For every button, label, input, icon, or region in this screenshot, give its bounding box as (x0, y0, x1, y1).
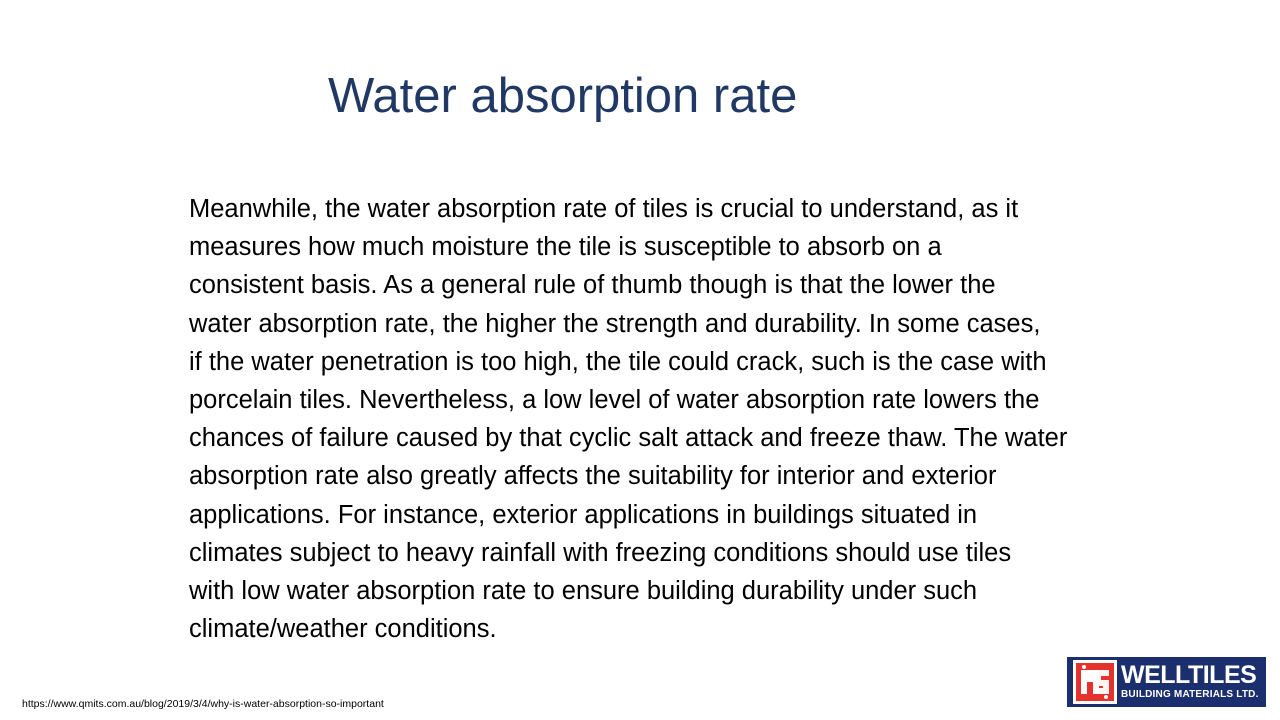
source-url: https://www.qmits.com.au/blog/2019/3/4/why-is-water-absorption-so-important (22, 698, 384, 710)
body-line: climates subject to heavy rainfall with freezing conditions should use tiles (189, 538, 1012, 567)
body-line: chances of failure caused by that cyclic salt attack and freeze thaw. The water (189, 424, 1068, 453)
welltiles-logo (1067, 657, 1266, 707)
body-line: absorption rate also greatly affects the suitability for interior and exterior (189, 462, 997, 491)
logo-name: WELLTILES (1121, 661, 1257, 689)
body-line: with low water absorption rate to ensure building durability under such (189, 576, 978, 605)
body-line: measures how much moisture the tile is susceptible to absorb on a (189, 233, 942, 262)
body-line: water absorption rate, the higher the strength and durability. In some cases, (189, 309, 1041, 338)
body-line: climate/weather conditions. (189, 615, 497, 644)
body-line: if the water penetration is too high, the tile could crack, such is the case with (189, 347, 1047, 376)
welltiles-logo-mark-icon (1073, 660, 1117, 704)
slide-title: Water absorption rate (328, 69, 798, 123)
logo-subtitle: BUILDING MATERIALS LTD. (1121, 689, 1259, 700)
slide-body-text (189, 190, 1209, 648)
body-line: consistent basis. As a general rule of thumb though is that the lower the (189, 271, 996, 300)
logo-text (1121, 663, 1259, 701)
body-line: Meanwhile, the water absorption rate of tiles is crucial to understand, as it (189, 195, 1019, 223)
body-line: applications. For instance, exterior applications in buildings situated in (189, 500, 978, 529)
body-line: porcelain tiles. Nevertheless, a low level of water absorption rate lowers the (189, 385, 1040, 414)
